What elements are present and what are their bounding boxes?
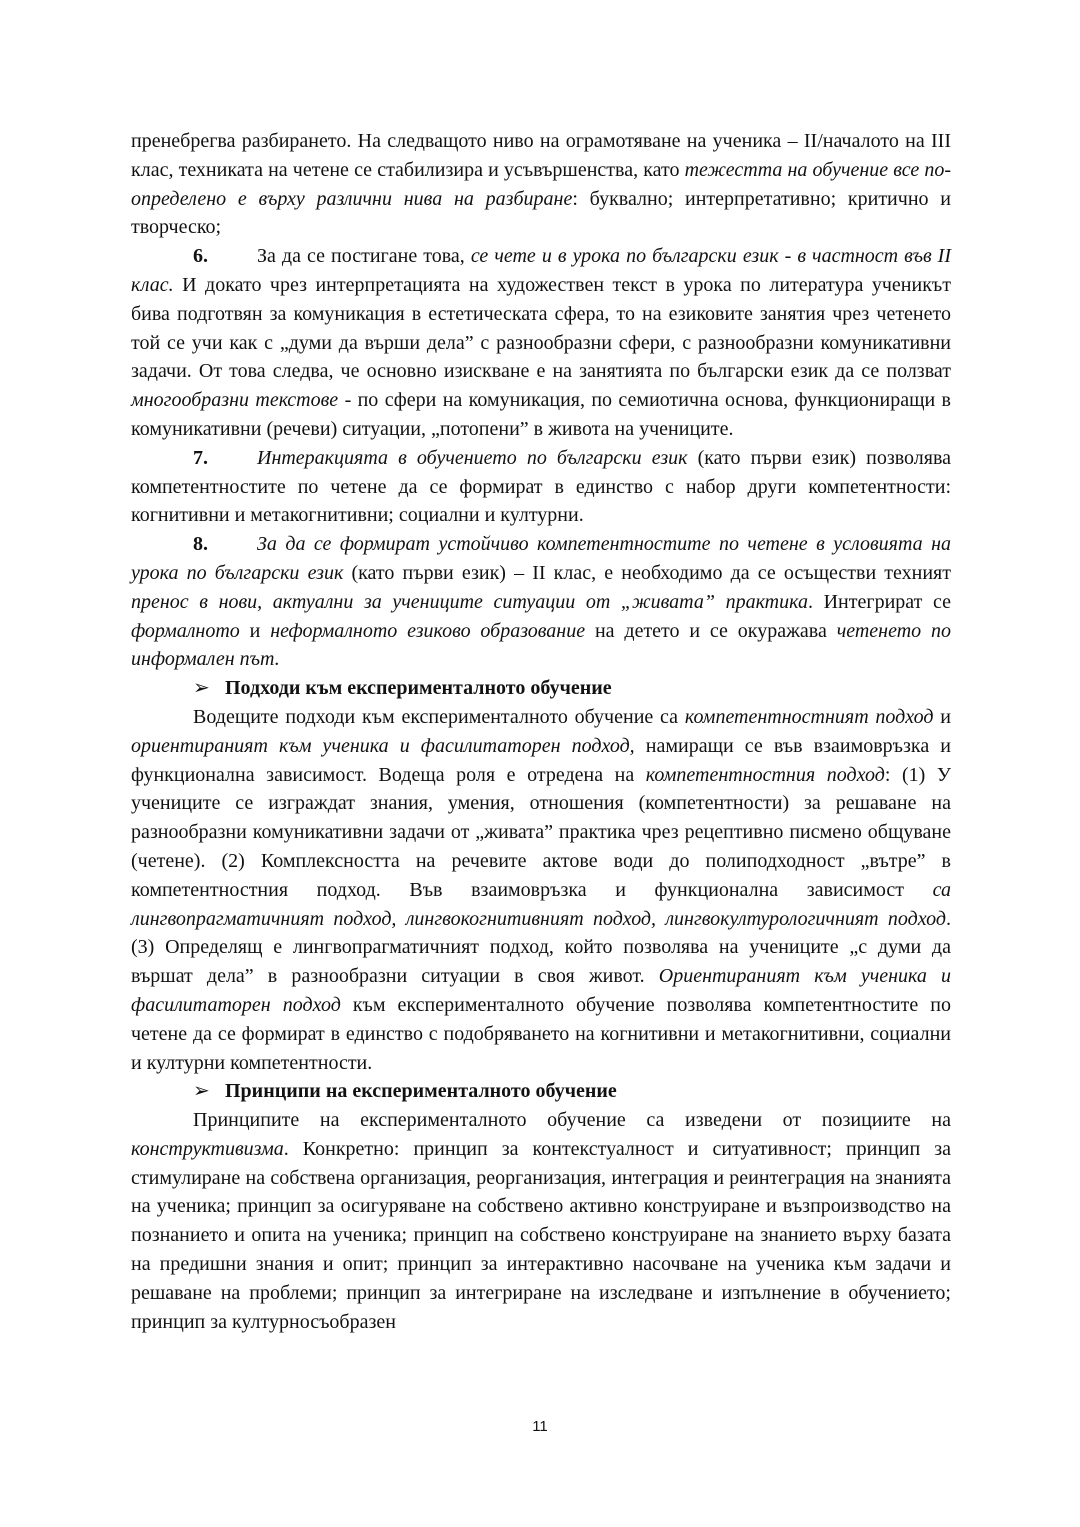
text-run: пренебрегва разбирането. На следващото ниво на ограмотяване на ученика – II/началото на III клас, техниката на четене се стабилизира и усъвършенства, като (131, 130, 951, 181)
paragraph-number: 8. (193, 533, 208, 556)
italic-run: конструктивизма (131, 1137, 284, 1160)
paragraph-number: 7. (193, 446, 208, 469)
italic-run: формалното (131, 619, 240, 642)
text-run: намиращи се във взаимовръзка и функционална зависимост. Водеща роля е отредена на (131, 734, 951, 786)
paragraph-approaches (131, 703, 951, 1077)
text-run: : (1) У учениците се изграждат знания, умения, отношения (компетентности) за решаване на разнообразни комуникативни задачи от „живата” практика чрез рецептивно писмено общуване (четене). (2) Комплексността на речевите актове води до полиподходност „вътре” в компетентностния подход. Във взаимовръзка и функционална зависимост (131, 763, 951, 901)
italic-run: тежестта на обучение все по-определено е върху различни нива на разбиране (131, 158, 951, 210)
italic-run: Ориентираният към ученика и фасилитаторен подход (131, 965, 951, 1016)
italic-run: ориентираният към ученика и фасилитаторен подход, (131, 734, 635, 757)
italic-run: За да се формират устойчиво компетентностите по четене в условията на урока по български език (131, 533, 951, 584)
text-run: - по сфери на комуникация, по семиотична основа, функциониращи в комуникативни (речеви) ситуации, „потопени” в живота на учениците. (131, 389, 951, 440)
text-run: и (239, 619, 271, 642)
text-run: . Конкретно: принцип за контекстуалност и ситуативност; принцип за стимулиране на собствена организация, реорганизация, интеграция и реинтеграция на знанията на ученика; принцип за осигуряване на собствено активно конструиране и възпроизводство на познанието и опита на ученика; принцип на собствено конструиране на знанието върху базата на предишни знания и опит; принцип за интерактивно насочване на ученика към задачи и решаване на проблеми; принцип за интегриране на изследване и изпълнение в обучението; принцип за културносъобразен (131, 1137, 951, 1333)
italic-run: четенето по информален път. (131, 619, 952, 671)
italic-run: многообразни текстове (131, 389, 339, 412)
paragraph-principles (131, 1106, 951, 1336)
text-run: : буквално; интерпретативно; критично и творческо; (131, 187, 951, 239)
section-heading-principles (131, 1077, 951, 1106)
italic-run: компетентностния подход (645, 763, 885, 786)
section-heading-approaches (131, 674, 951, 703)
text-run: (като първи език) – II клас, е необходимо да се осъществи техният (343, 561, 951, 584)
text-run: - (778, 245, 798, 268)
text-run: Водещите подходи към експерименталното обучение са (193, 705, 685, 728)
italic-run: са лингвопрагматичният подход, лингвокогнитивният подход, лингвокултурологичният подход (131, 878, 951, 930)
italic-run: в частност във II клас. (131, 245, 951, 296)
italic-run: неформалното езиково образование (270, 619, 586, 642)
arrow-bullet-icon: ➢ (193, 1080, 210, 1103)
italic-run: пренос в нови, актуални за учениците ситуации от „живата” практика (131, 590, 808, 613)
paragraph-7 (131, 444, 951, 530)
italic-run: Интеракцията в обучението по български език (257, 446, 688, 469)
text-run: (като първи език) позволява компетентностите по четене да се формират в единство с набор други компетентности: когнитивни и метакогнитивни; социални и културни. (131, 446, 951, 527)
text-run: И докато чрез интерпретацията на художествен текст в урока по литература ученикът бива подготвян за комуникация в естетическата сфера, то на езиковите занятия чрез четенето той се учи как с „думи да върши дела” с разнообразни сфери, с разнообразни комуникативни задачи. От това следва, че основно изискване е на занятията по български език да се ползват (131, 273, 951, 383)
italic-run: се чете и в урока по български език (470, 245, 779, 268)
heading-title: Принципи на експерименталното обучение (225, 1080, 617, 1103)
paragraph-6 (131, 242, 951, 444)
page-number: 11 (532, 1418, 548, 1435)
document-page (131, 127, 951, 1336)
text-run: и (933, 705, 951, 728)
text-run: . Интегрират се (808, 590, 951, 613)
italic-run: компетентностният подход (684, 705, 934, 728)
heading-title: Подходи към експерименталното обучение (225, 677, 612, 700)
text-run: към експерименталното обучение позволява компетентностите по четене да се формират в единство с подобряването на когнитивни и метакогнитивни, социални и културни компетентности. (131, 993, 951, 1074)
paragraph-continuation (131, 127, 951, 242)
arrow-bullet-icon: ➢ (193, 677, 210, 700)
text-run: Принципите на експерименталното обучение са изведени от позициите на (193, 1109, 951, 1132)
text-run: . (3) Определящ е лингвопрагматичният подход, който позволява на учениците „с думи да вършат дела” в разнообразни ситуации в своя живот. (131, 907, 951, 988)
paragraph-8 (131, 530, 951, 674)
text-run: За да се постигане това, (257, 245, 471, 268)
paragraph-number: 6. (193, 245, 208, 268)
text-run: на детето и се окуражава (585, 619, 837, 642)
